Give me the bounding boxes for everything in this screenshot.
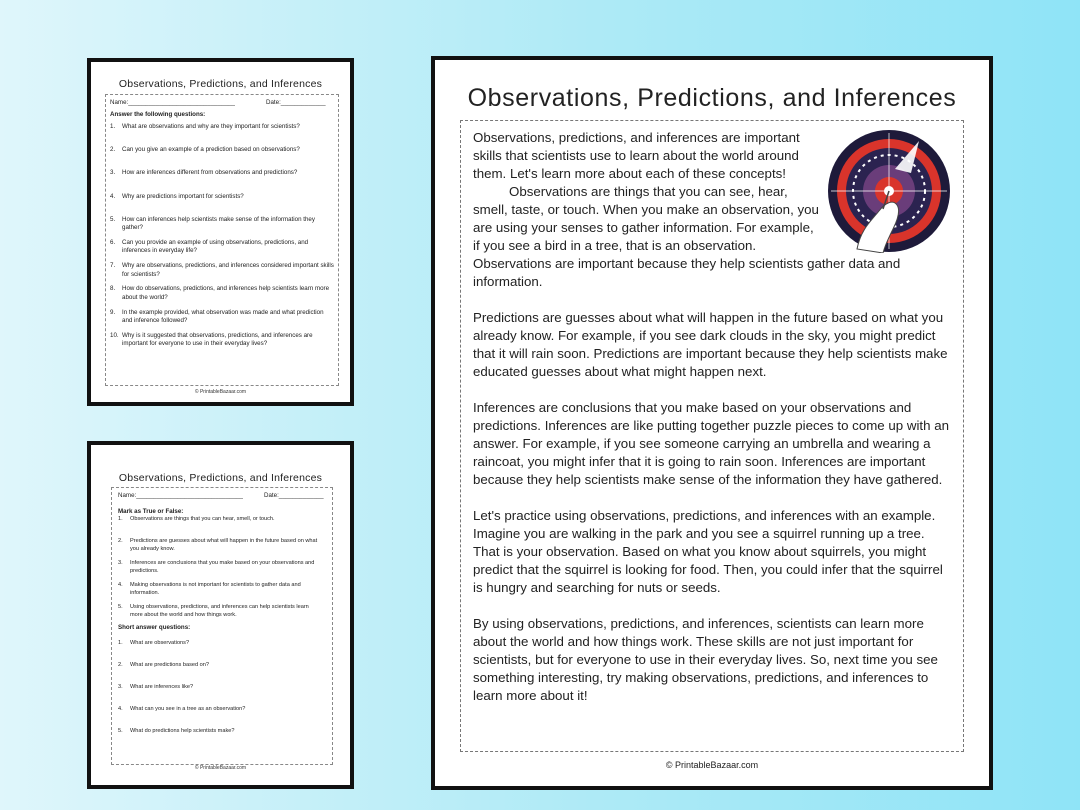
item-number: 3. [118, 560, 123, 566]
item-text: Why are predictions important for scientists? [122, 192, 244, 200]
item-number: 3. [118, 684, 123, 690]
item-number: 2. [118, 538, 123, 544]
paragraph-conclusion: By using observations, predictions, and inferences, scientists can learn more about the world and how things work. These skills are not just important for scientists, but for everyone to use in their everyday lives. So, next time you see something interesting, try making observations, predictions, and inferences to learn more about it! [473, 616, 938, 703]
item-text: What are observations and why are they important for scientists? [122, 123, 300, 130]
paragraph-predictions: Predictions are guesses about what will happen in the future based on what you already know. For example, if you see dark clouds in the sky, you might predict that it will rain soon. Predictions are important because they help scientists make educated guesses about what might happen next. [473, 310, 948, 379]
worksheet2-sa-heading: Short answer questions: [118, 624, 191, 631]
item-text: What are predictions based on? [130, 662, 209, 668]
item-text: Observations are things that you can hear, smell, or touch. [130, 516, 275, 522]
worksheet-questions-thumbnail[interactable] [87, 58, 354, 406]
worksheet2-tf-heading: Mark as True or False: [118, 508, 184, 515]
item-text: How are inferences different from observations and predictions? [122, 169, 298, 177]
item-text: What can you see in a tree as an observation? [130, 706, 246, 712]
worksheet2-title: Observations, Predictions, and Inferences [118, 472, 323, 484]
item-text: Can you provide an example of using observations, predictions, and inferences in everyday life? [122, 239, 309, 255]
worksheet1-title: Observations, Predictions, and Inferences [118, 78, 323, 90]
item-number: 4. [118, 582, 123, 588]
page-title: Observations, Predictions, and Inferences [467, 84, 957, 112]
worksheet2-frame [111, 487, 333, 765]
item-number: 4. [118, 706, 123, 712]
item-text: Why is it suggested that observations, predictions, and inferences are important for everyone to use in their everyday lives? [122, 331, 313, 348]
item-number: 7. [110, 262, 116, 270]
item-number: 10. [110, 331, 119, 339]
item-number: 1. [118, 640, 123, 646]
passage-frame [460, 120, 964, 752]
item-text: In the example provided, what observation was made and what prediction and inference followed? [122, 308, 324, 324]
paragraph-example: Let's practice using observations, predictions, and inferences with an example. Imagine you are walking in the park and you see a squirrel running up a tree. That is your observation. Based on what you know about squirrels, you might predict that the squirrel is looking for food. Then, you could infer that the squirrel is hungry and searching for nuts or seeds. [473, 508, 943, 595]
item-text: Making observations is not important for scientists to gather data and information. [130, 582, 301, 596]
item-text: Using observations, predictions, and inferences can help scientists learn more about the world and how things work. [130, 604, 309, 618]
worksheet2-name-field: Name:_______________________________ [118, 492, 243, 499]
item-text: Why are observations, predictions, and inferences considered important skills for scientists? [122, 262, 334, 278]
item-number: 9. [110, 308, 116, 316]
paragraph-intro: Observations, predictions, and inferences are important skills that scientists use to learn about the world around them. Let's learn more about each of these concepts! [473, 130, 800, 181]
page-footer: © PrintableBazaar.com [665, 760, 759, 770]
worksheet1-date-field: Date:_____________ [266, 99, 326, 106]
item-text: How can inferences help scientists make sense of the information they gather? [122, 215, 315, 232]
target-compass-illustration [827, 129, 951, 253]
item-number: 5. [118, 604, 123, 610]
item-number: 2. [110, 146, 116, 154]
item-text: Can you give an example of a prediction based on observations? [122, 146, 300, 154]
passage-text [473, 129, 951, 723]
item-number: 6. [110, 239, 116, 246]
worksheet2-footer: © PrintableBazaar.com [194, 765, 247, 771]
worksheet-true-false-thumbnail[interactable] [87, 441, 354, 789]
item-text: Inferences are conclusions that you make based on your observations and predictions. [130, 560, 315, 574]
item-number: 1. [118, 516, 123, 522]
item-text: What do predictions help scientists make? [130, 728, 235, 734]
item-number: 5. [110, 215, 116, 223]
item-text: Predictions are guesses about what will happen in the future based on what you already know. [130, 538, 318, 552]
item-number: 2. [118, 662, 123, 668]
worksheet2-date-field: Date:_____________ [264, 492, 324, 499]
item-text: What are observations? [130, 640, 190, 646]
worksheet1-frame [105, 94, 339, 386]
item-number: 1. [110, 123, 116, 130]
reading-passage-page[interactable] [431, 56, 993, 790]
paragraph-observations: Observations are things that you can see, hear, smell, taste, or touch. When you make an observation, you are using your senses to gather information. For example, if you see a bird in a tree, that is an observation. Observations are important because they help scientists gather data and information. [473, 184, 901, 289]
item-number: 4. [110, 192, 116, 200]
item-number: 8. [110, 285, 116, 293]
item-number: 5. [118, 728, 123, 734]
paragraph-inferences: Inferences are conclusions that you make based on your observations and predictions. Inferences are like putting together puzzle pieces to come up with an answer. For example, if you see someone carrying an umbrella and wearing a raincoat, you might infer that it is going to rain soon. Inferences are important because they help scientists make sense of the information they have gathered. [473, 400, 950, 487]
worksheet1-footer: © PrintableBazaar.com [194, 389, 247, 395]
worksheet1-instructions: Answer the following questions: [110, 111, 206, 118]
worksheet1-name-field: Name:_______________________________ [110, 99, 235, 106]
item-number: 3. [110, 169, 116, 177]
item-text: How do observations, predictions, and inferences help scientists learn more about the world? [122, 285, 330, 301]
item-text: What are inferences like? [130, 684, 194, 690]
